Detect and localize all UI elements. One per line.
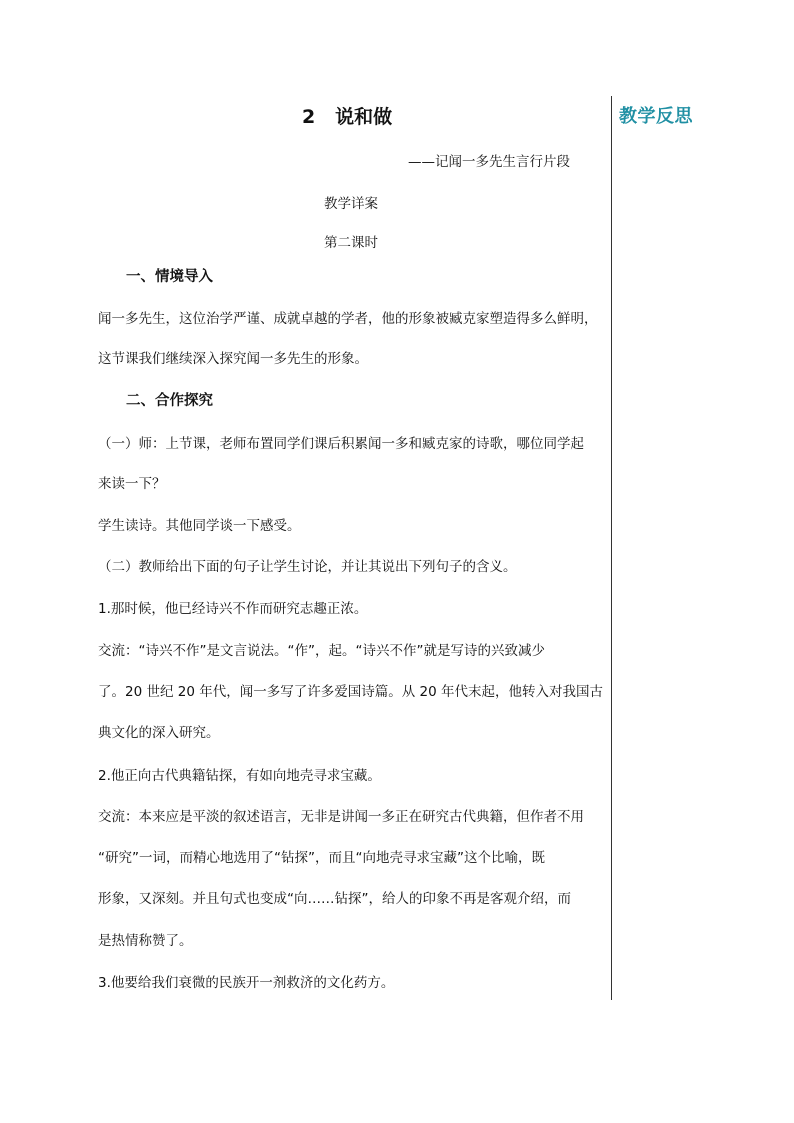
column-divider bbox=[611, 96, 612, 1000]
lesson-title: 2 说和做 bbox=[302, 106, 393, 128]
paragraph-line: 闻一多先生，这位治学严谨、成就卓越的学者，他的形象被臧克家塑造得多么鲜明， bbox=[98, 311, 598, 327]
doc-type-label: 教学详案 bbox=[324, 196, 378, 212]
paragraph-line: 学生读诗。其他同学谈一下感受。 bbox=[98, 518, 301, 534]
paragraph-line: 这节课我们继续深入探究闻一多先生的形象。 bbox=[98, 351, 368, 367]
paragraph-line: 典文化的深入研究。 bbox=[98, 725, 220, 741]
paragraph-line: 来读一下？ bbox=[98, 476, 166, 492]
sentence-item-2: 2.他正向古代典籍钻探，有如向地壳寻求宝藏。 bbox=[98, 768, 381, 784]
paragraph-line: （一）师：上节课，老师布置同学们课后积累闻一多和臧克家的诗歌，哪位同学起 bbox=[98, 436, 584, 452]
paragraph-line: 形象，又深刻。并且句式也变成“向……钻探”，给人的印象不再是客观介绍，而 bbox=[98, 891, 571, 907]
paragraph-line: 交流：本来应是平淡的叙述语言，无非是讲闻一多正在研究古代典籍，但作者不用 bbox=[98, 809, 584, 825]
paragraph-line: 是热情称赞了。 bbox=[98, 933, 193, 949]
section-heading-intro: 一、情境导入 bbox=[126, 269, 213, 285]
reflection-title: 教学反思 bbox=[619, 106, 693, 127]
lesson-subtitle: ——记闻一多先生言行片段 bbox=[408, 154, 570, 170]
paragraph-line: 了。20 世纪 20 年代，闻一多写了许多爱国诗篇。从 20 年代末起，他转入对我国古 bbox=[98, 684, 603, 700]
sentence-item-1: 1.那时候，他已经诗兴不作而研究志趣正浓。 bbox=[98, 601, 368, 617]
section-heading-inquiry: 二、合作探究 bbox=[126, 393, 213, 409]
paragraph-line: （二）教师给出下面的句子让学生讨论，并让其说出下列句子的含义。 bbox=[98, 559, 517, 575]
paragraph-line: 交流：“诗兴不作”是文言说法。“作”，起。“诗兴不作”就是写诗的兴致减少 bbox=[98, 643, 545, 659]
paragraph-line: “研究”一词，而精心地选用了“钻探”，而且“向地壳寻求宝藏”这个比喻，既 bbox=[98, 850, 545, 866]
sentence-item-3: 3.他要给我们衰微的民族开一剂救济的文化药方。 bbox=[98, 975, 395, 991]
lesson-period-label: 第二课时 bbox=[324, 235, 378, 251]
